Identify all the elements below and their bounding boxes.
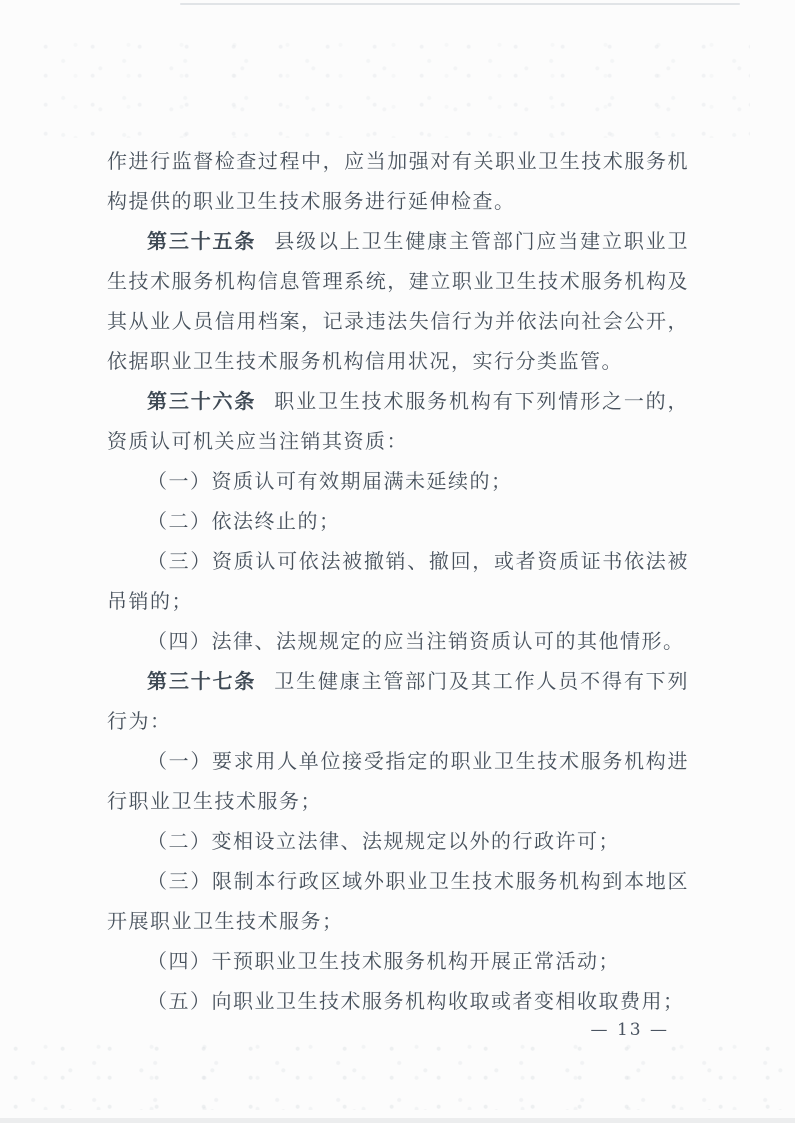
article-number-heading: 第三十七条 [147,669,257,693]
article-number-heading: 第三十五条 [147,229,257,253]
list-item-paragraph: （三）限制本行政区域外职业卫生技术服务机构到本地区开展职业卫生技术服务； [107,869,689,933]
list-item-paragraph: （四）法律、法规规定的应当注销资质认可的其他情形。 [147,629,685,653]
article-number-heading: 第三十六条 [147,389,257,413]
article-paragraph [107,381,689,461]
list-item-paragraph: （四）干预职业卫生技术服务机构开展正常活动； [147,949,620,973]
article-paragraph [107,661,689,741]
page-number: — 13 — [590,1020,669,1040]
article-body-text: 县级以上卫生健康主管部门应当建立职业卫生技术服务机构信息管理系统，建立职业卫生技术服务机构及其从业人员信用档案，记录违法失信行为并依法向社会公开，依据职业卫生技术服务机构信用状况，实行分类监管。 [107,229,690,373]
scan-bleedthrough-top [40,38,750,138]
article-body-text: 卫生健康主管部门及其工作人员不得有下列行为： [107,669,690,733]
article-paragraph [107,221,689,381]
document-text-block [107,141,689,1021]
scan-edge-artifact-top [180,3,740,5]
article-body-text: 职业卫生技术服务机构有下列情形之一的，资质认可机关应当注销其资质： [107,389,690,453]
list-item-paragraph: （五）向职业卫生技术服务机构收取或者变相收取费用； [147,989,685,1013]
continuation-paragraph: 作进行监督检查过程中，应当加强对有关职业卫生技术服务机构提供的职业卫生技术服务进行延伸检查。 [107,149,689,213]
scan-edge-artifact-bottom [0,1118,795,1123]
list-item-paragraph: （二）依法终止的； [147,509,341,533]
list-item-paragraph: （一）要求用人单位接受指定的职业卫生技术服务机构进行职业卫生技术服务； [107,749,689,813]
list-item-paragraph: （一）资质认可有效期届满未延续的； [147,469,513,493]
list-item-paragraph: （二）变相设立法律、法规规定以外的行政许可； [147,829,620,853]
scan-bleedthrough-bottom [10,1040,785,1110]
list-item-paragraph: （三）资质认可依法被撤销、撤回，或者资质证书依法被吊销的； [107,549,689,613]
